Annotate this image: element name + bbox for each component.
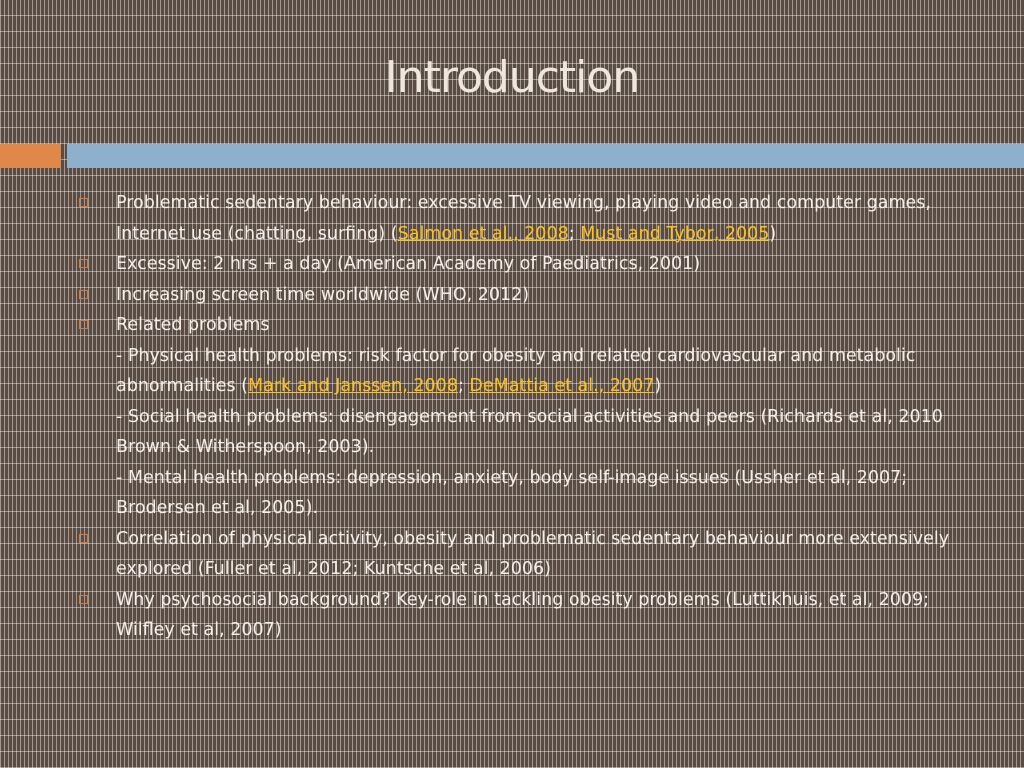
bullet-sedentary-behaviour: [75, 188, 975, 249]
square-bullet-icon: [79, 290, 88, 299]
bullet-text-end: ): [769, 223, 777, 244]
square-bullet-icon: [79, 259, 88, 268]
square-bullet-icon: [79, 595, 88, 604]
sub-item-physical-health: [116, 341, 975, 402]
bullet-screen-time: [75, 280, 975, 311]
reference-link-demattia[interactable]: DeMattia et al., 2007: [469, 376, 655, 396]
slide-content: [75, 188, 975, 646]
bullet-text: Problematic sedentary behaviour: excessive TV viewing, playing video and computer games, Internet use (chatting, surfing) (: [116, 193, 931, 244]
square-bullet-icon: [79, 320, 88, 329]
bullet-correlation: [75, 524, 975, 585]
reference-link-must-tybor[interactable]: Must and Tybor, 2005: [580, 223, 770, 244]
orange-accent-bar: [0, 144, 61, 168]
reference-link-mark-janssen[interactable]: Mark and Janssen, 2008: [248, 376, 458, 396]
reference-link-salmon[interactable]: Salmon et al., 2008: [397, 223, 569, 244]
sub-item-social-health: - Social health problems: disengagement from social activities and peers (Richards et al, 2010 Brown & Witherspoon, 2003).: [116, 406, 943, 457]
bullet-excessive: [75, 249, 975, 280]
sub-item-text-end: ): [654, 376, 662, 396]
bullet-psychosocial: [75, 585, 975, 646]
slide-title: Introduction: [384, 52, 640, 103]
square-bullet-icon: [79, 534, 88, 543]
square-bullet-icon: [79, 198, 88, 207]
separator-text: ;: [568, 223, 581, 244]
bullet-text: Correlation of physical activity, obesity and problematic sedentary behaviour more extensively explored (Fuller et al, 2012; Kuntsche et al, 2006): [116, 528, 950, 579]
bullet-text: Related problems: [116, 315, 270, 335]
sub-item-mental-health: - Mental health problems: depression, anxiety, body self-image issues (Ussher et al, 2007; Brodersen et al, 2005).: [116, 467, 908, 518]
bullet-text: Excessive: 2 hrs + a day (American Academy of Paediatrics, 2001): [116, 254, 701, 274]
sub-item-text: - Physical health problems: risk factor for obesity and related cardiovascular and metabolic abnormalities (: [116, 345, 916, 396]
bullet-text: Why psychosocial background? Key-role in tackling obesity problems (Luttikhuis, et al, 2009; Wilfley et al, 2007): [116, 589, 930, 640]
bullet-related-problems: [75, 310, 975, 524]
bullet-text: Increasing screen time worldwide (WHO, 2012): [116, 284, 530, 305]
blue-accent-bar: [67, 144, 1024, 168]
separator-text: ;: [457, 376, 470, 396]
